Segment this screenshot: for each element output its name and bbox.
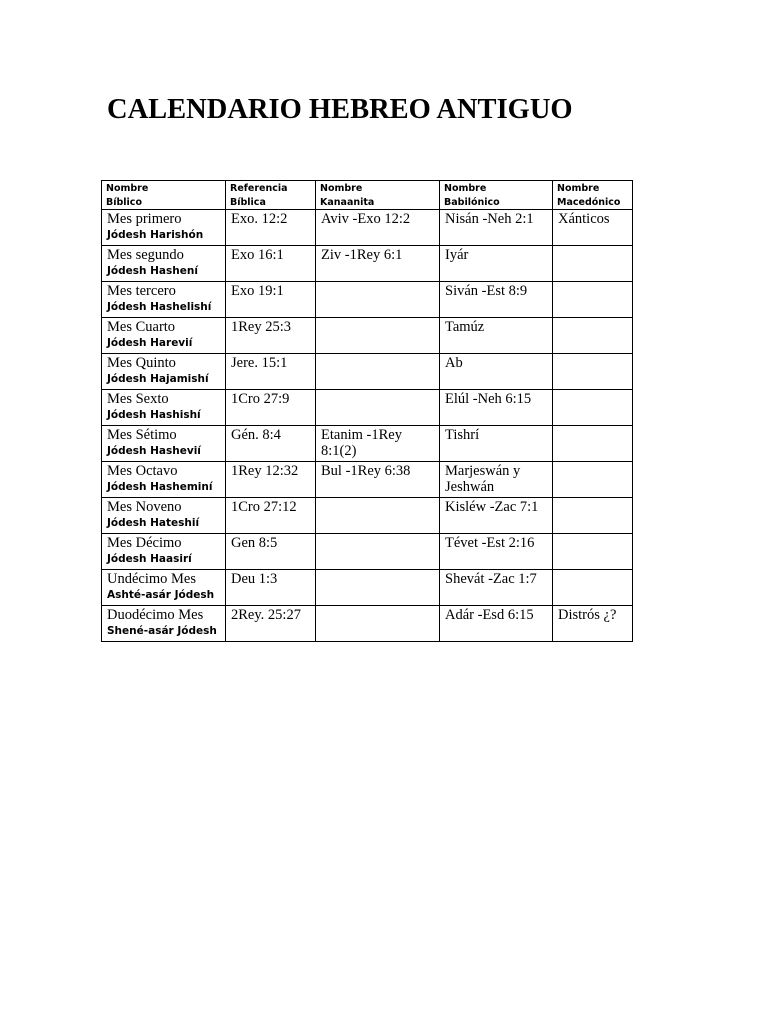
cell-biblical-reference — [226, 282, 316, 318]
cell-babylonian-name-text: Iyár — [445, 247, 469, 263]
cell-macedonian-name-text: Distrós ¿? — [558, 607, 617, 623]
cell-kanaanite-name — [316, 534, 440, 570]
hebrew-month-name: Jódesh Hashení — [107, 265, 198, 277]
cell-babylonian-name-text: Shevát -Zac 1:7 — [445, 571, 537, 587]
cell-biblical-reference-text: Gén. 8:4 — [231, 427, 281, 443]
cell-babylonian-name — [440, 462, 553, 498]
biblical-month-name: Duodécimo Mes — [107, 607, 204, 623]
cell-biblical-reference — [226, 462, 316, 498]
cell-macedonian-name — [553, 282, 633, 318]
cell-babylonian-name-text: Kisléw -Zac 7:1 — [445, 499, 539, 515]
cell-babylonian-name — [440, 570, 553, 606]
cell-biblical-reference-text: Jere. 15:1 — [231, 355, 288, 371]
cell-macedonian-name — [553, 318, 633, 354]
cell-biblical-reference-text: Deu 1:3 — [231, 571, 278, 587]
biblical-month-name: Mes Cuarto — [107, 319, 176, 335]
table-row — [102, 462, 633, 498]
hebrew-month-name: Ashté-asár Jódesh — [107, 589, 215, 601]
cell-biblical-name — [102, 246, 226, 282]
cell-biblical-name — [102, 534, 226, 570]
table-row — [102, 282, 633, 318]
hebrew-month-name: Shené-asár Jódesh — [107, 625, 217, 637]
cell-biblical-reference — [226, 390, 316, 426]
cell-macedonian-name — [553, 462, 633, 498]
table-row — [102, 354, 633, 390]
cell-biblical-reference — [226, 606, 316, 642]
header-nombre-biblico: Nombre Bíblico — [102, 181, 226, 210]
cell-biblical-reference-text: 1Cro 27:9 — [231, 391, 290, 407]
cell-babylonian-name-text: Tishrí — [445, 427, 480, 443]
hebrew-month-name: Jódesh Hashevií — [107, 445, 201, 457]
header-referencia-biblica: Referencia Bíblica — [226, 181, 316, 210]
cell-kanaanite-name-text: Bul -1Rey 6:38 — [321, 463, 411, 479]
cell-babylonian-name-text: Siván -Est 8:9 — [445, 283, 528, 299]
cell-macedonian-name — [553, 426, 633, 462]
cell-biblical-name — [102, 462, 226, 498]
cell-babylonian-name-text: Ab — [445, 355, 463, 371]
cell-babylonian-name-text: Elúl -Neh 6:15 — [445, 391, 532, 407]
cell-babylonian-name — [440, 210, 553, 246]
cell-biblical-name — [102, 354, 226, 390]
calendar-table — [101, 180, 633, 642]
cell-babylonian-name-text: Tamúz — [445, 319, 485, 335]
cell-macedonian-name — [553, 606, 633, 642]
cell-biblical-reference — [226, 210, 316, 246]
cell-kanaanite-name — [316, 282, 440, 318]
cell-babylonian-name — [440, 606, 553, 642]
cell-biblical-reference — [226, 426, 316, 462]
cell-biblical-reference — [226, 534, 316, 570]
table-body — [102, 210, 633, 642]
cell-babylonian-name — [440, 282, 553, 318]
biblical-month-name: Undécimo Mes — [107, 571, 196, 587]
cell-macedonian-name — [553, 570, 633, 606]
cell-biblical-reference-text: Gen 8:5 — [231, 535, 278, 551]
cell-babylonian-name — [440, 390, 553, 426]
page-title: CALENDARIO HEBREO ANTIGUO — [107, 94, 573, 125]
cell-biblical-reference — [226, 498, 316, 534]
cell-biblical-reference — [226, 570, 316, 606]
cell-macedonian-name — [553, 354, 633, 390]
header-nombre-kanaanita: Nombre Kanaanita — [316, 181, 440, 210]
table-row — [102, 318, 633, 354]
cell-babylonian-name — [440, 534, 553, 570]
header-nombre-macedonico: Nombre Macedónico — [553, 181, 633, 210]
biblical-month-name: Mes Octavo — [107, 463, 178, 479]
biblical-month-name: Mes segundo — [107, 247, 184, 263]
table-row — [102, 498, 633, 534]
cell-biblical-reference-text: 2Rey. 25:27 — [231, 607, 301, 623]
table-header-row — [102, 181, 633, 210]
cell-kanaanite-name — [316, 426, 440, 462]
cell-kanaanite-name — [316, 570, 440, 606]
cell-biblical-name — [102, 210, 226, 246]
table-row — [102, 534, 633, 570]
biblical-month-name: Mes primero — [107, 211, 182, 227]
cell-biblical-name — [102, 570, 226, 606]
cell-kanaanite-name — [316, 210, 440, 246]
cell-babylonian-name-text: Nisán -Neh 2:1 — [445, 211, 534, 227]
table-row — [102, 246, 633, 282]
biblical-month-name: Mes tercero — [107, 283, 176, 299]
cell-kanaanite-name — [316, 354, 440, 390]
cell-macedonian-name — [553, 534, 633, 570]
cell-babylonian-name — [440, 246, 553, 282]
cell-babylonian-name — [440, 498, 553, 534]
cell-babylonian-name-text: Tévet -Est 2:16 — [445, 535, 535, 551]
table-row — [102, 570, 633, 606]
cell-biblical-reference-text: Exo 19:1 — [231, 283, 284, 299]
table-row — [102, 426, 633, 462]
cell-biblical-reference-text: 1Rey 25:3 — [231, 319, 292, 335]
hebrew-month-name: Jódesh Hashelishí — [107, 301, 212, 313]
biblical-month-name: Mes Sétimo — [107, 427, 177, 443]
cell-macedonian-name — [553, 498, 633, 534]
cell-macedonian-name-text: Xánticos — [558, 211, 610, 227]
cell-biblical-reference-text: Exo 16:1 — [231, 247, 284, 263]
biblical-month-name: Mes Sexto — [107, 391, 169, 407]
cell-kanaanite-name-text: Aviv -Exo 12:2 — [321, 211, 411, 227]
cell-biblical-reference-text: 1Rey 12:32 — [231, 463, 299, 479]
cell-biblical-name — [102, 606, 226, 642]
cell-kanaanite-name — [316, 606, 440, 642]
cell-biblical-name — [102, 390, 226, 426]
cell-kanaanite-name-text: Etanim -1Rey 8:1(2) — [321, 427, 402, 459]
hebrew-month-name: Jódesh Hajamishí — [107, 373, 209, 385]
cell-kanaanite-name — [316, 498, 440, 534]
biblical-month-name: Mes Noveno — [107, 499, 182, 515]
hebrew-month-name: Jódesh Hashishí — [107, 409, 201, 421]
cell-biblical-name — [102, 282, 226, 318]
cell-babylonian-name — [440, 354, 553, 390]
cell-kanaanite-name — [316, 246, 440, 282]
cell-macedonian-name — [553, 210, 633, 246]
cell-biblical-name — [102, 318, 226, 354]
table-row — [102, 390, 633, 426]
cell-macedonian-name — [553, 390, 633, 426]
cell-kanaanite-name — [316, 462, 440, 498]
cell-kanaanite-name — [316, 318, 440, 354]
cell-babylonian-name-text: Marjeswán y Jeshwán — [445, 463, 521, 495]
cell-macedonian-name — [553, 246, 633, 282]
biblical-month-name: Mes Décimo — [107, 535, 182, 551]
biblical-month-name: Mes Quinto — [107, 355, 176, 371]
table-row — [102, 606, 633, 642]
hebrew-month-name: Jódesh Haasirí — [107, 553, 192, 565]
hebrew-month-name: Jódesh Harishón — [107, 229, 204, 241]
cell-biblical-reference-text: 1Cro 27:12 — [231, 499, 297, 515]
cell-biblical-name — [102, 498, 226, 534]
hebrew-month-name: Jódesh Harevií — [107, 337, 193, 349]
cell-babylonian-name-text: Adár -Esd 6:15 — [445, 607, 534, 623]
cell-biblical-reference-text: Exo. 12:2 — [231, 211, 288, 227]
cell-biblical-reference — [226, 246, 316, 282]
cell-babylonian-name — [440, 426, 553, 462]
header-nombre-babilonico: Nombre Babilónico — [440, 181, 553, 210]
cell-biblical-name — [102, 426, 226, 462]
table-row — [102, 210, 633, 246]
hebrew-month-name: Jódesh Hasheminí — [107, 481, 213, 493]
cell-biblical-reference — [226, 318, 316, 354]
cell-kanaanite-name — [316, 390, 440, 426]
cell-babylonian-name — [440, 318, 553, 354]
cell-biblical-reference — [226, 354, 316, 390]
hebrew-month-name: Jódesh Hateshií — [107, 517, 200, 529]
cell-kanaanite-name-text: Ziv -1Rey 6:1 — [321, 247, 403, 263]
